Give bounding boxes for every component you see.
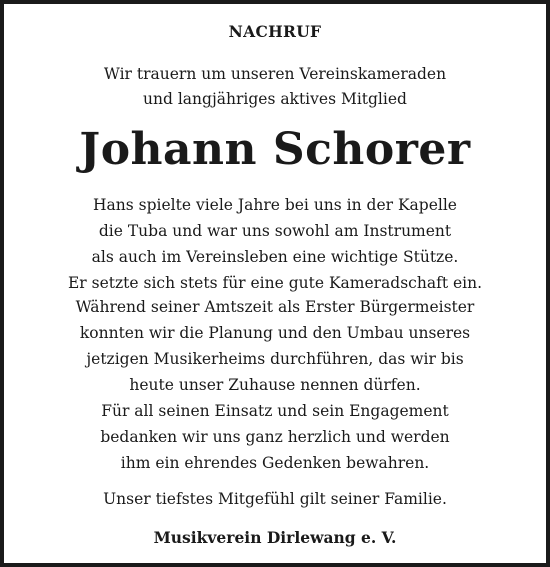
paragraph-line: Hans spielte viele Jahre bei uns in der Kapelle xyxy=(93,196,457,214)
intro-line: Wir trauern um unseren Vereinskameraden xyxy=(103,65,447,83)
paragraph-line: Unser tiefstes Mitgefühl gilt seiner Familie. xyxy=(103,490,447,508)
paragraph-thanks xyxy=(4,398,546,476)
paragraph-condolence xyxy=(4,486,546,512)
paragraph-line: heute unser Zuhause nennen dürfen. xyxy=(129,376,421,394)
notice-heading: NACHRUF xyxy=(228,22,322,41)
paragraph-line: jetzigen Musikerheims durchführen, das wir bis xyxy=(86,350,464,368)
intro-text xyxy=(4,62,546,112)
intro-line: und langjähriges aktives Mitglied xyxy=(143,90,407,108)
deceased-name: Johann Schorer xyxy=(79,124,471,175)
paragraph-line: die Tuba und war uns sowohl am Instrument xyxy=(98,222,452,240)
paragraph-music xyxy=(4,192,546,296)
signature: Musikverein Dirlewang e. V. xyxy=(153,528,397,547)
paragraph-line: als auch im Vereinsleben eine wichtige Stütze. xyxy=(91,248,459,266)
paragraph-line: Während seiner Amtszeit als Erster Bürgermeister xyxy=(75,298,475,316)
paragraph-mayor xyxy=(4,294,546,398)
paragraph-line: konnten wir die Planung und den Umbau unseres xyxy=(79,324,471,342)
paragraph-line: Für all seinen Einsatz und sein Engagement xyxy=(101,402,449,420)
paragraph-line: ihm ein ehrendes Gedenken bewahren. xyxy=(120,454,430,472)
paragraph-line: Er setzte sich stets für eine gute Kameradschaft ein. xyxy=(67,274,483,292)
paragraph-line: bedanken wir uns ganz herzlich und werden xyxy=(100,428,450,446)
